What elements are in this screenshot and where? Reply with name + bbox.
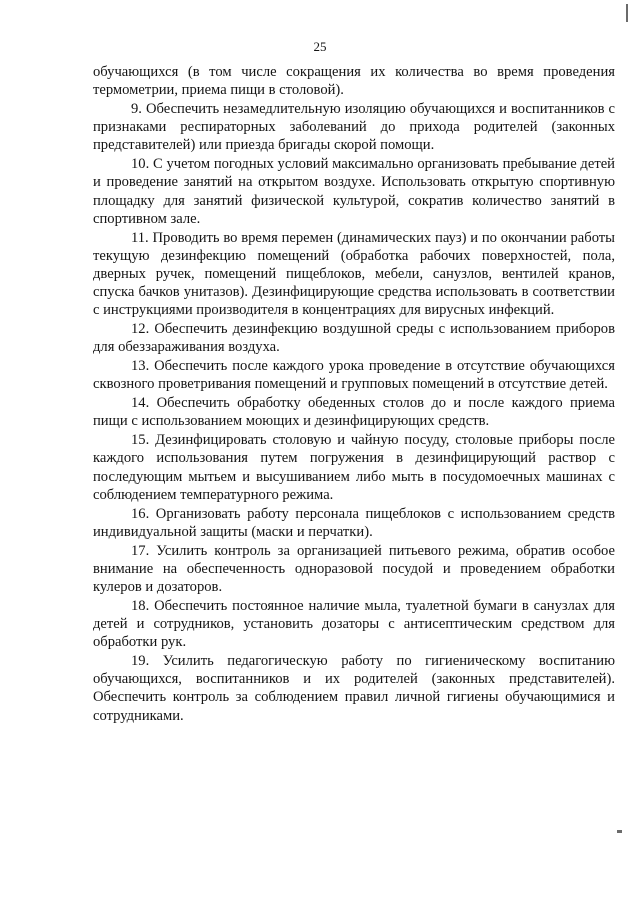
paragraph-item-13: 13. Обеспечить после каждого урока проведение в отсутствие обучающихся сквозного проветривания помещений и групповых помещений в отсутствие детей. [93,358,615,393]
scan-artifact-top [626,4,628,22]
page-number: 25 [313,39,327,54]
paragraph-item-15: 15. Дезинфицировать столовую и чайную посуду, столовые приборы после каждого использования путем погружения в дезинфицирующий раствор с последующим мытьем и высушиванием либо мыть в посудомоечных машинах с соблюдением температурного режима. [93,432,615,503]
paragraph-continuation: обучающихся (в том числе сокращения их количества во время проведения термометрии, приема пищи в столовой). [93,64,615,99]
document-body [93,63,615,725]
paragraph-item-17: 17. Усилить контроль за организацией питьевого режима, обратив особое внимание на обеспеченность одноразовой посудой и проведением обработки кулеров и дозаторов. [93,542,615,596]
paragraph-item-14: 14. Обеспечить обработку обеденных столов до и после каждого приема пищи с использованием моющих и дезинфицирующих средств. [93,395,615,430]
scan-artifact-bottom [617,830,622,833]
paragraph-item-19: 19. Усилить педагогическую работу по гигиеническому воспитанию обучающихся, воспитанников и их родителей (законных представителей). Обеспечить контроль за соблюдением правил личной гигиены обучающимися и сотрудниками. [93,653,615,724]
paragraph-item-9: 9. Обеспечить незамедлительную изоляцию обучающихся и воспитанников с признаками респираторных заболеваний до прихода родителей (законных представителей) или приезда бригады скорой помощи. [93,101,615,154]
paragraph-item-11: 11. Проводить во время перемен (динамических пауз) и по окончании работы текущую дезинфекцию помещений (обработка рабочих поверхностей, пола, дверных ручек, помещений пищеблоков, мебели, санузлов, вентилей кранов, спуска бачков унитазов). Дезинфицирующие средства использовать в соответствии с инструкциями производителя в концентрациях для вирусных инфекций. [93,229,615,319]
paragraph-item-12: 12. Обеспечить дезинфекцию воздушной среды с использованием приборов для обеззараживания воздуха. [93,321,615,356]
paragraph-item-16: 16. Организовать работу персонала пищеблоков с использованием средств индивидуальной защиты (маски и перчатки). [93,505,615,540]
paragraph-item-10: 10. С учетом погодных условий максимально организовать пребывание детей и проведение занятий на открытом воздухе. Использовать открытую спортивную площадку для занятий физической культурой, сократив количество занятий в спортивном зале. [93,156,615,227]
paragraph-item-18: 18. Обеспечить постоянное наличие мыла, туалетной бумаги в санузлах для детей и сотрудников, установить дозаторы с антисептическим средством для обработки рук. [93,597,615,651]
